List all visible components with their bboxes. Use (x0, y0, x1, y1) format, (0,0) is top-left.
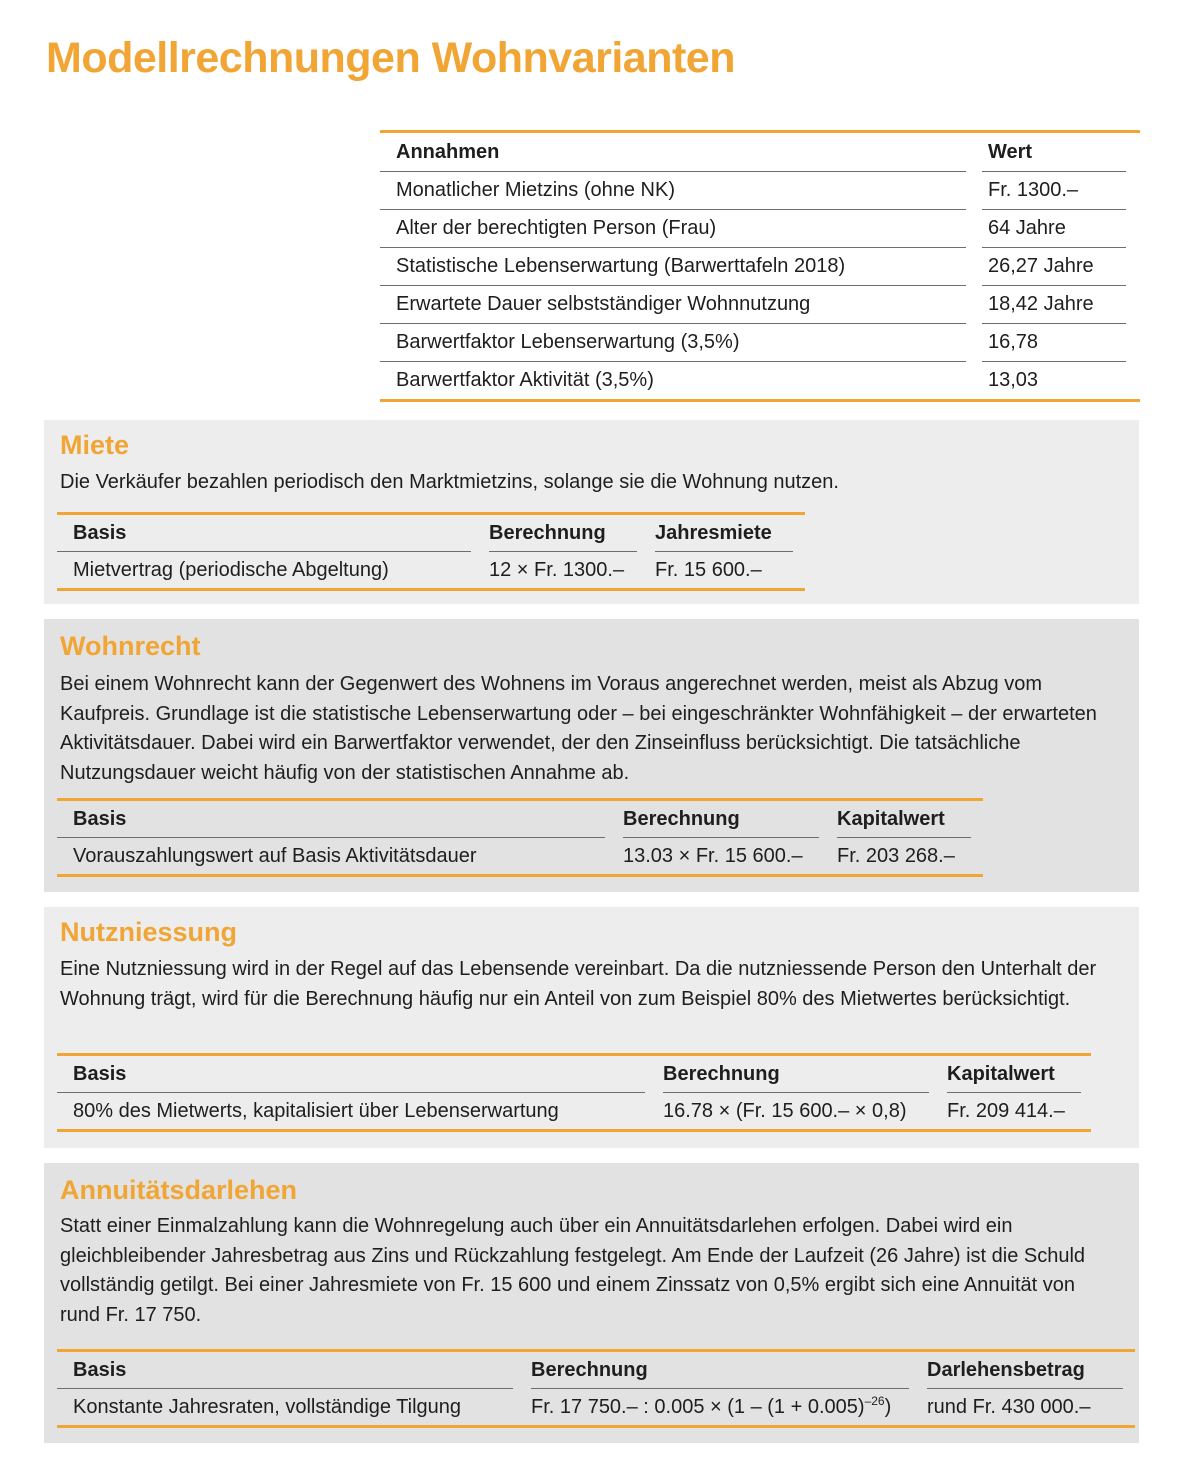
cell-basis: Mietvertrag (periodische Abgeltung) (73, 558, 389, 581)
page-title: Modellrechnungen Wohnvarianten (46, 34, 735, 82)
cell-kapitalwert: Fr. 209 414.– (947, 1099, 1065, 1122)
assumption-label: Statistische Lebenserwartung (Barwerttafeln 2018) (380, 248, 966, 286)
assumption-value: 13,03 (988, 369, 1039, 391)
cell-darlehensbetrag: rund Fr. 430 000.– (927, 1395, 1091, 1418)
cell-jahresmiete: Fr. 15 600.– (655, 558, 762, 581)
column-header-kapitalwert: Kapitalwert (837, 801, 971, 838)
assumption-value: 18,42 Jahre (982, 286, 1126, 324)
column-header-berechnung: Berechnung (531, 1352, 909, 1389)
table-row (57, 838, 971, 874)
table-row (57, 552, 793, 588)
assumption-value: 26,27 Jahre (982, 248, 1126, 286)
calc-table-wohnrecht (57, 798, 983, 877)
section-heading: Nutzniessung (60, 917, 238, 947)
cell-basis: 80% des Mietwerts, kapitalisiert über Lebenserwartung (73, 1099, 559, 1122)
formula-base: Fr. 17 750.– : 0.005 × (1 – (1 + 0.005) (531, 1395, 865, 1418)
cell-berechnung (531, 1389, 909, 1425)
column-header-berechnung: Berechnung (623, 801, 819, 838)
section-heading: Annuitätsdarlehen (60, 1175, 298, 1205)
cell-berechnung: 16.78 × (Fr. 15 600.– × 0,8) (663, 1099, 907, 1122)
assumption-label: Barwertfaktor Lebenserwartung (3,5%) (380, 324, 966, 362)
section-text: Eine Nutzniessung wird in der Regel auf das Lebensende vereinbart. Da die nutzniessende Person den Unterhalt der Wohnung trägt, wird für die Berechnung häufig nur ein Anteil von zum Beispiel 80% des Mietwertes berücksichtigt. (60, 958, 1097, 1010)
table-row (380, 210, 1140, 248)
table-row (380, 324, 1140, 362)
calc-table-miete (57, 512, 805, 591)
column-header-basis: Basis (57, 1352, 513, 1389)
table-row (380, 362, 1140, 399)
assumption-value: 16,78 (982, 324, 1126, 362)
table-row (57, 1093, 1081, 1129)
cell-kapitalwert: Fr. 203 268.– (837, 844, 955, 867)
column-header-annahmen: Annahmen (380, 133, 966, 172)
section-text: Die Verkäufer bezahlen periodisch den Marktmietzins, solange sie die Wohnung nutzen. (60, 471, 839, 493)
section-wohnrecht (44, 619, 1139, 892)
table-row (380, 248, 1140, 286)
cell-basis: Konstante Jahresraten, vollständige Tilgung (73, 1395, 462, 1418)
cell-berechnung: 12 × Fr. 1300.– (489, 558, 625, 581)
column-header-basis: Basis (57, 515, 471, 552)
calc-table-nutzniessung (57, 1053, 1091, 1132)
column-header-berechnung: Berechnung (663, 1056, 929, 1093)
cell-berechnung: 13.03 × Fr. 15 600.– (623, 844, 803, 867)
assumption-value: 64 Jahre (982, 210, 1126, 248)
assumption-label: Erwartete Dauer selbstständiger Wohnnutzung (380, 286, 966, 324)
section-heading: Wohnrecht (60, 631, 201, 661)
section-nutzniessung (44, 907, 1139, 1148)
calc-table-annuitaet (57, 1349, 1135, 1428)
formula-close: ) (884, 1395, 892, 1418)
table-row (57, 1389, 1123, 1425)
assumption-label: Alter der berechtigten Person (Frau) (380, 210, 966, 248)
section-text: Statt einer Einmalzahlung kann die Wohnregelung auch über ein Annuitätsdarlehen erfolgen. Dabei wird ein gleichbleibender Jahresbetrag aus Zins und Rückzahlung festgelegt. Am Ende der Laufzeit (26 Jahre) ist die Schuld vollständig getilgt. Bei einer Jahresmiete von Fr. 15 600 und einem Zinssatz von 0,5% ergibt sich eine Annuität von rund Fr. 17 750. (60, 1215, 1086, 1326)
column-header-berechnung: Berechnung (489, 515, 637, 552)
column-header-wert: Wert (982, 133, 1126, 172)
formula-exponent: –26 (864, 1393, 885, 1408)
assumptions-table (380, 130, 1140, 402)
column-header-jahresmiete: Jahresmiete (655, 515, 793, 552)
column-header-darlehensbetrag: Darlehensbetrag (927, 1352, 1123, 1389)
section-miete (44, 420, 1139, 604)
column-header-basis: Basis (57, 1056, 645, 1093)
assumptions-header-row (380, 133, 1140, 172)
section-heading: Miete (60, 430, 130, 460)
column-header-kapitalwert: Kapitalwert (947, 1056, 1081, 1093)
table-row (380, 286, 1140, 324)
cell-basis: Vorauszahlungswert auf Basis Aktivitätsdauer (73, 844, 477, 867)
section-text: Bei einem Wohnrecht kann der Gegenwert des Wohnens im Voraus angerechnet werden, meist als Abzug vom Kaufpreis. Grundlage ist die statistische Lebenserwartung oder – bei eingeschränkter Wohnfähigkeit – der erwarteten Aktivitätsdauer. Dabei wird ein Barwertfaktor verwendet, der den Zinseinfluss berücksichtigt. Die tatsächliche Nutzungsdauer weicht häufig von der statistischen Annahme ab. (60, 673, 1097, 784)
assumption-label: Barwertfaktor Aktivität (3,5%) (396, 369, 654, 391)
table-row (380, 172, 1140, 210)
section-annuitaetsdarlehen (44, 1163, 1139, 1443)
assumption-label: Monatlicher Mietzins (ohne NK) (380, 172, 966, 210)
assumption-value: Fr. 1300.– (982, 172, 1126, 210)
column-header-basis: Basis (57, 801, 605, 838)
